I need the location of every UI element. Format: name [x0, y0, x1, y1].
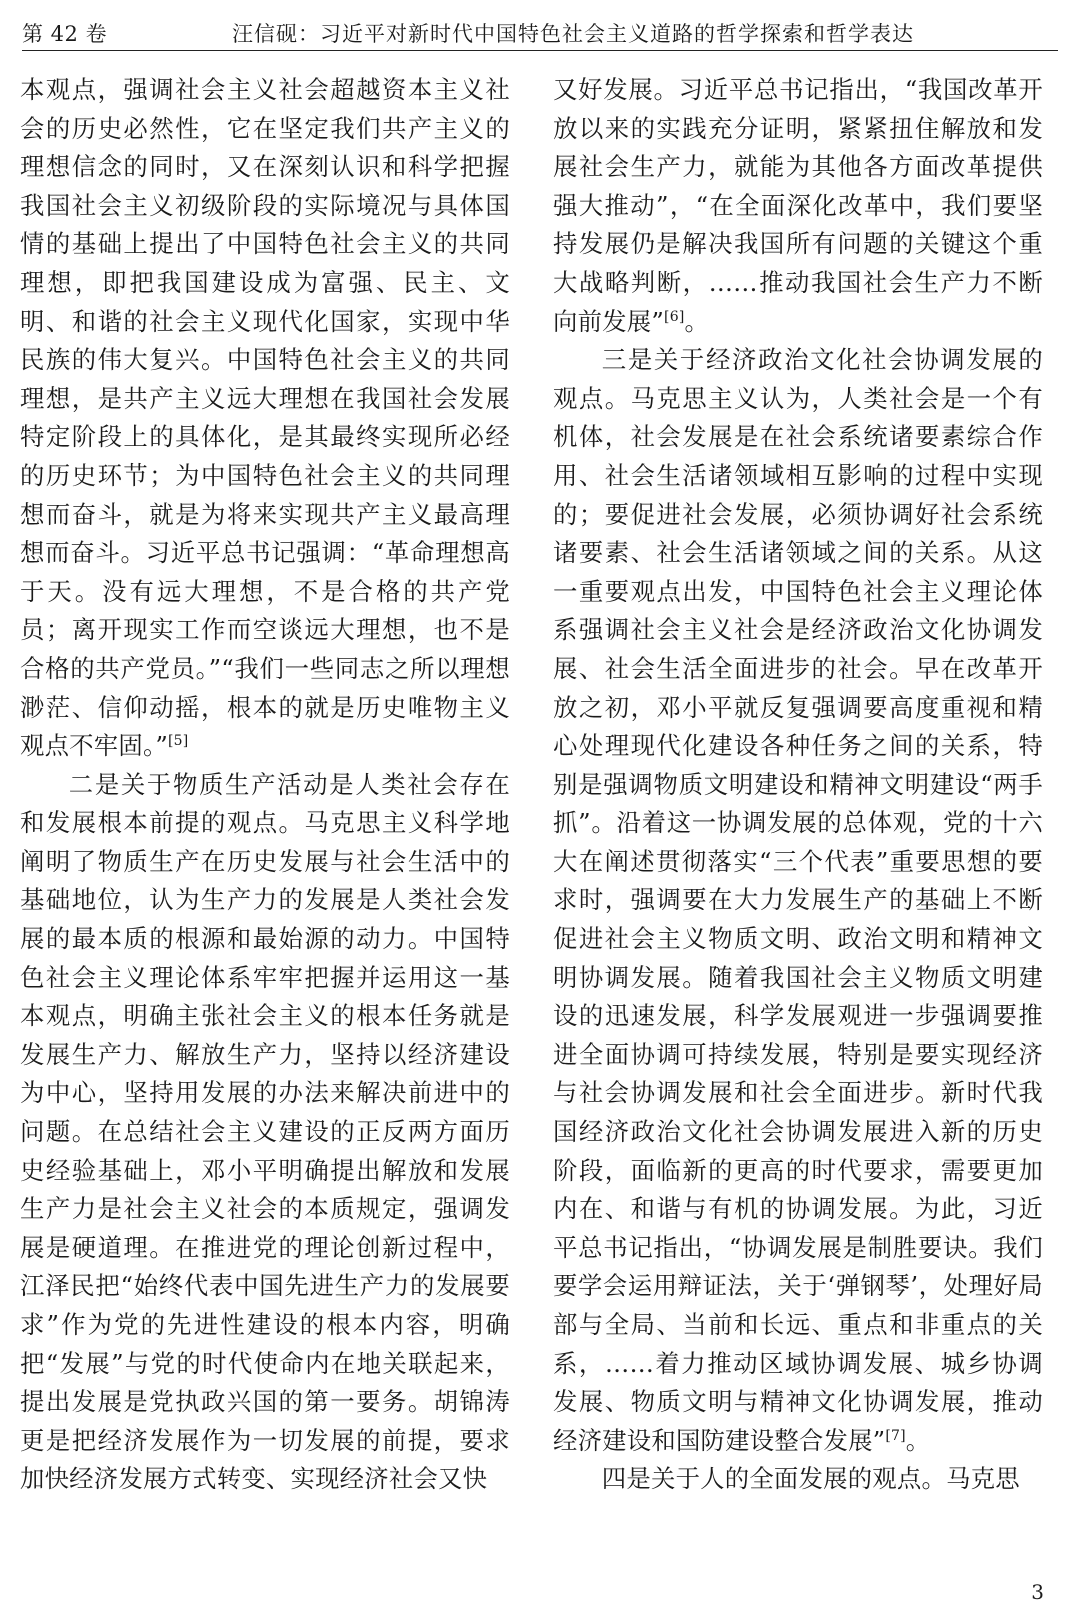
- paragraph: [553, 71, 1043, 341]
- right-column: [553, 71, 1043, 1499]
- left-column: [20, 71, 510, 1499]
- volume-label: 第 42 卷: [22, 22, 108, 46]
- citation-marker: [5]: [168, 732, 189, 749]
- paragraph: [553, 341, 1043, 1460]
- running-header: [22, 14, 1058, 51]
- paragraph-text: 二是关于物质生产活动是人类社会存在和发展根本前提的观点。马克思主义科学地阐明了物质生产在历史发展与社会生活中的基础地位，认为生产力的发展是人类社会发展的最本质的根源和最始源的动力。中国特色社会主义理论体系牢牢把握并运用这一基本观点，明确主张社会主义的根本任务就是发展生产力、解放生产力，坚持以经济建设为中心，坚持用发展的办法来解决前进中的问题。在总结社会主义建设的正反两方面历史经验基础上，邓小平明确提出解放和发展生产力是社会主义社会的本质规定，强调发展是硬道理。在推进党的理论创新过程中，江泽民把“始终代表中国先进生产力的发展要求”作为党的先进性建设的根本内容，明确把“发展”与党的时代使命内在地关联起来，提出发展是党执政兴国的第一要务。胡锦涛更是把经济发展作为一切发展的前提，要求加快经济发展方式转变、实现经济社会又快: [20, 769, 510, 1494]
- citation-marker: [6]: [664, 308, 685, 325]
- paragraph: [553, 1460, 1043, 1499]
- paragraph-text: 又好发展。习近平总书记指出，“我国改革开放以来的实践充分证明，紧紧扭住解放和发展社会生产力，就能为其他各方面改革提供强大推动”，“在全面深化改革中，我们要坚持发展仍是解决我国所有问题的关键这个重大战略判断，……推动我国社会生产力不断向前发展”: [553, 75, 1043, 336]
- paragraph-end: 。: [684, 306, 710, 336]
- paragraph: [20, 766, 510, 1499]
- citation-marker: [7]: [885, 1427, 906, 1444]
- paragraph-end: 。: [905, 1425, 931, 1455]
- paragraph-text: 三是关于经济政治文化社会协调发展的观点。马克思主义认为，人类社会是一个有机体，社会发展是在社会系统诸要素综合作用、社会生活诸领域相互影响的过程中实现的；要促进社会发展，必须协调好社会系统诸要素、社会生活诸领域之间的关系。从这一重要观点出发，中国特色社会主义理论体系强调社会主义社会是经济政治文化协调发展、社会生活全面进步的社会。早在改革开放之初，邓小平就反复强调要高度重视和精心处理现代化建设各种任务之间的关系，特别是强调物质文明建设和精神文明建设“两手抓”。沿着这一协调发展的总体观，党的十六大在阐述贯彻落实“三个代表”重要思想的要求时，强调要在大力发展生产的基础上不断促进社会主义物质文明、政治文明和精神文明协调发展。随着我国社会主义物质文明建设的迅速发展，科学发展观进一步强调要推进全面协调可持续发展，特别是要实现经济与社会协调发展和社会全面进步。新时代我国经济政治文化社会协调发展进入新的历史阶段，面临新的更高的时代要求，需要更加内在、和谐与有机的协调发展。为此，习近平总书记指出，“协调发展是制胜要诀。我们要学会运用辩证法，关于‘弹钢琴’，处理好局部与全局、当前和长远、重点和非重点的关系，……着力推动区域协调发展、城乡协调发展、物质文明与精神文化协调发展，推动经济建设和国防建设整合发展”: [553, 345, 1043, 1455]
- paragraph: [20, 71, 510, 766]
- paragraph-text: 本观点，强调社会主义社会超越资本主义社会的历史必然性，它在坚定我们共产主义的理想信念的同时，又在深刻认识和科学把握我国社会主义初级阶段的实际境况与具体国情的基础上提出了中国特色社会主义的共同理想，即把我国建设成为富强、民主、文明、和谐的社会主义现代化国家，实现中华民族的伟大复兴。中国特色社会主义的共同理想，是共产主义远大理想在我国社会发展特定阶段上的具体化，是其最终实现所必经的历史环节；为中国特色社会主义的共同理想而奋斗，就是为将来实现共产主义最高理想而奋斗。习近平总书记强调：“革命理想高于天。没有远大理想，不是合格的共产党员；离开现实工作而空谈远大理想，也不是合格的共产党员。”“我们一些同志之所以理想渺茫、信仰动摇，根本的就是历史唯物主义观点不牢固。”: [20, 75, 510, 761]
- paragraph-text: 四是关于人的全面发展的观点。马克思: [601, 1464, 1020, 1494]
- running-title: 汪信砚：习近平对新时代中国特色社会主义道路的哲学探索和哲学表达: [232, 22, 914, 46]
- page-number: 3: [1031, 1580, 1044, 1604]
